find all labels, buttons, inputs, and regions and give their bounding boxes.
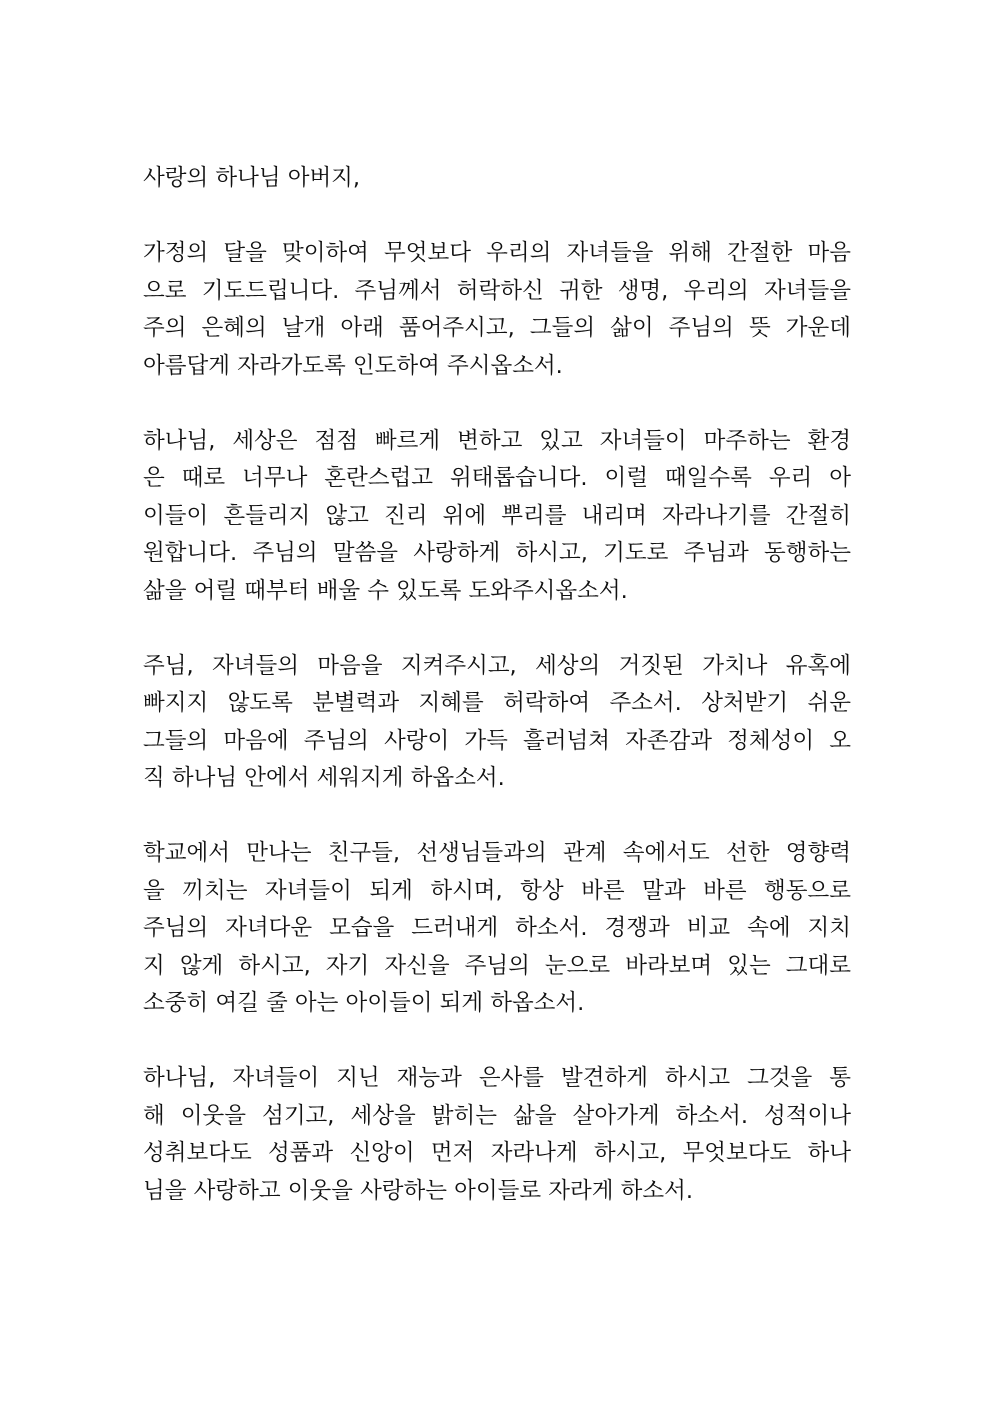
paragraph-line: 가정의 달을 맞이하여 무엇보다 우리의 자녀들을 위해 간절한 마음 [143,240,851,266]
paragraph-line: 성취보다도 성품과 신앙이 먼저 자라나게 하시고, 무엇보다도 하나 [143,1140,851,1166]
paragraph-3 [143,648,851,798]
paragraph-line: 주님의 자녀다운 모습을 드러내게 하소서. 경쟁과 비교 속에 지치 [143,915,851,941]
paragraph-line: 소중히 여길 줄 아는 아이들이 되게 하옵소서. [143,990,585,1016]
paragraph-2 [143,423,851,611]
paragraph-line: 삶을 어릴 때부터 배울 수 있도록 도와주시옵소서. [143,577,628,604]
salutation [143,160,851,198]
paragraph-line: 원합니다. 주님의 말씀을 사랑하게 하시고, 기도로 주님과 동행하는 [143,540,851,566]
paragraph-line: 은 때로 너무나 혼란스럽고 위태롭습니다. 이럴 때일수록 우리 아 [143,465,851,491]
paragraph-1 [143,235,851,385]
paragraph-line: 을 끼치는 자녀들이 되게 하시며, 항상 바른 말과 바른 행동으로 [143,877,851,904]
paragraph-line: 해 이웃을 섬기고, 세상을 밝히는 삶을 살아가게 하소서. 성적이나 [143,1102,851,1129]
paragraph-line: 학교에서 만나는 친구들, 선생님들과의 관계 속에서도 선한 영향력 [143,840,851,866]
salutation-line: 사랑의 하나님 아버지, [143,165,361,191]
paragraph-line: 주님, 자녀들의 마음을 지켜주시고, 세상의 거짓된 가치나 유혹에 [143,652,851,679]
paragraph-line: 지 않게 하시고, 자기 자신을 주님의 눈으로 바라보며 있는 그대로 [143,952,851,979]
paragraph-line: 그들의 마음에 주님의 사랑이 가득 흘러넘쳐 자존감과 정체성이 오 [143,727,851,754]
document-page [143,160,851,1248]
paragraph-line: 하나님, 자녀들이 지닌 재능과 은사를 발견하게 하시고 그것을 통 [143,1065,851,1091]
paragraph-line: 빠지지 않도록 분별력과 지혜를 허락하여 주소서. 상처받기 쉬운 [143,690,851,716]
paragraph-line: 아름답게 자라가도록 인도하여 주시옵소서. [143,352,563,379]
paragraph-line: 하나님, 세상은 점점 빠르게 변하고 있고 자녀들이 마주하는 환경 [143,427,851,454]
paragraph-line: 이들이 흔들리지 않고 진리 위에 뿌리를 내리며 자라나기를 간절히 [143,502,851,529]
paragraph-line: 직 하나님 안에서 세워지게 하옵소서. [143,765,505,791]
paragraph-line: 님을 사랑하고 이웃을 사랑하는 아이들로 자라게 하소서. [143,1177,693,1204]
paragraph-line: 으로 기도드립니다. 주님께서 허락하신 귀한 생명, 우리의 자녀들을 [143,277,851,304]
paragraph-4 [143,835,851,1023]
paragraph-line: 주의 은혜의 날개 아래 품어주시고, 그들의 삶이 주님의 뜻 가운데 [143,315,851,341]
paragraph-5 [143,1060,851,1210]
